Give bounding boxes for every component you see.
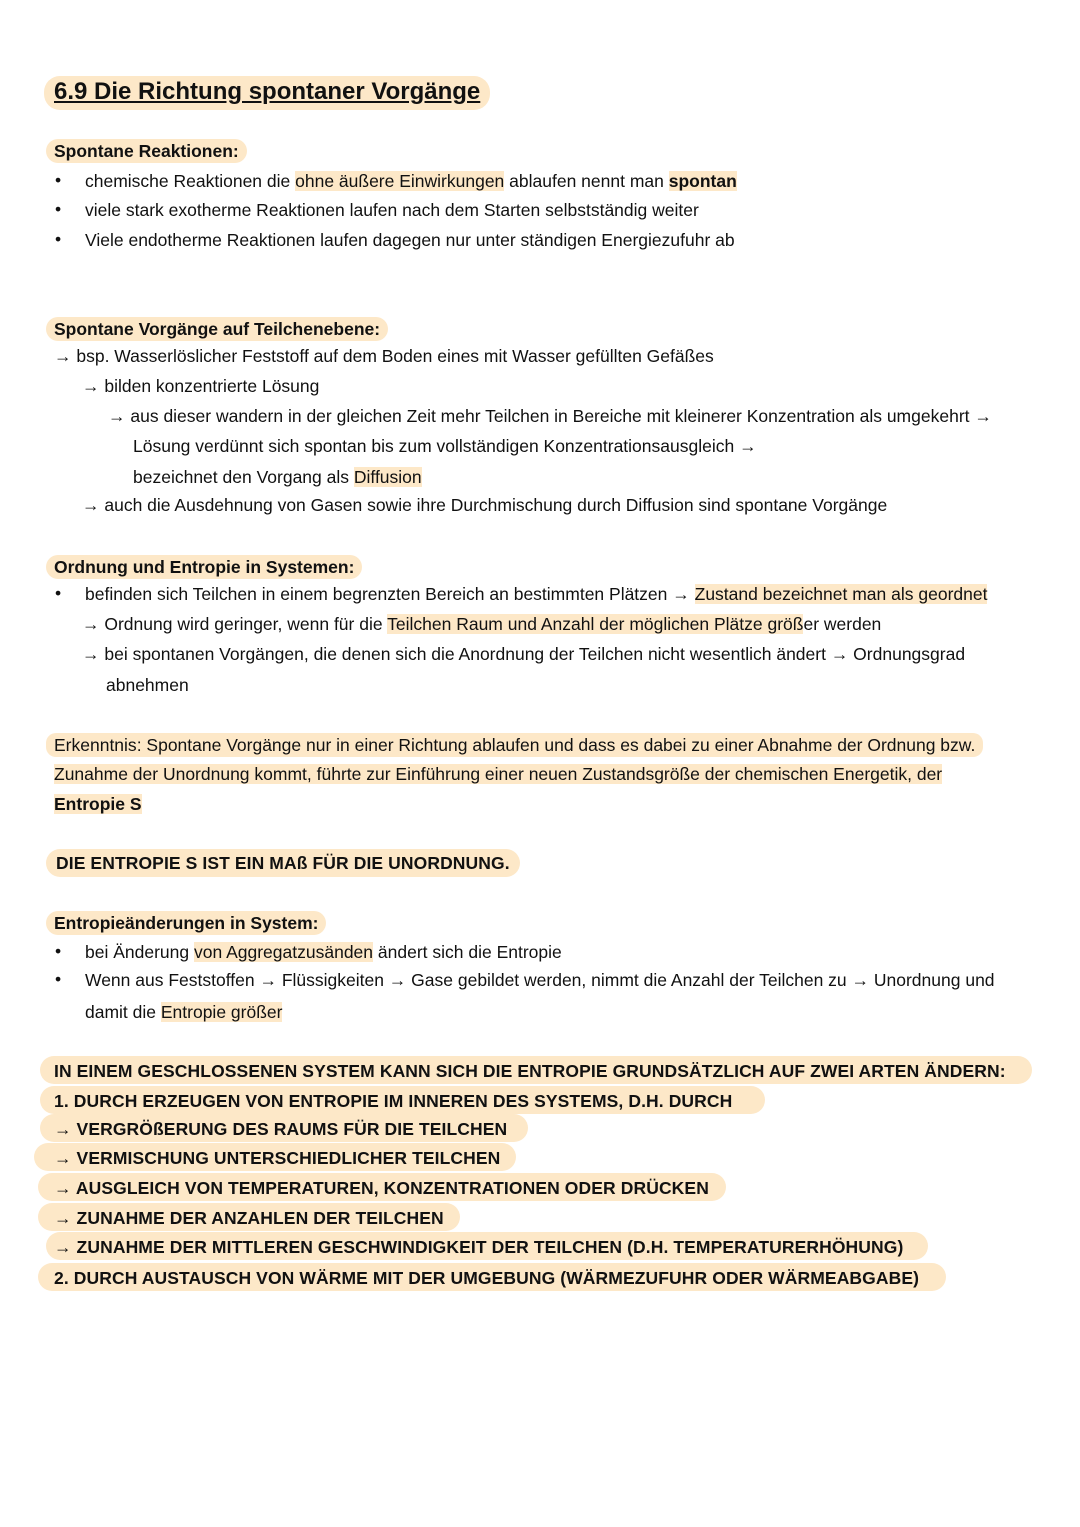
text-line: → auch die Ausdehnung von Gasen sowie ihre Durchmischung durch Diffusion sind spontane Vorgänge (82, 495, 888, 515)
insight-line-3: Entropie S (54, 794, 142, 814)
bullet-dot: • (55, 969, 62, 989)
caps-heading: IN EINEM GESCHLOSSENEN SYSTEM KANN SICH DIE ENTROPIE GRUNDSÄTZLICH AUF ZWEI ARTEN ÄNDERN: (54, 1061, 1006, 1081)
caps-item: → AUSGLEICH VON TEMPERATUREN, KONZENTRATIONEN ODER DRÜCKEN (54, 1178, 709, 1198)
insight-line-1: Erkenntnis: Spontane Vorgänge nur in einer Richtung ablaufen und dass es dabei zu einer Abnahme der Ordnung bzw. (54, 734, 983, 756)
text-line: bezeichnet den Vorgang als Diffusion (133, 467, 422, 487)
caps-item: → ZUNAHME DER MITTLEREN GESCHWINDIGKEIT DER TEILCHEN (D.H. TEMPERATURERHÖHUNG) (54, 1237, 904, 1257)
list-item: viele stark exotherme Reaktionen laufen nach dem Starten selbstständig weiter (85, 200, 699, 220)
text-line: Lösung verdünnt sich spontan bis zum vollständigen Konzentrationsausgleich → (133, 436, 757, 456)
caps-item: → VERGRÖßERUNG DES RAUMS FÜR DIE TEILCHEN (54, 1119, 508, 1139)
text-line: → bei spontanen Vorgängen, die denen sich die Anordnung der Teilchen nicht wesentlich ändert → Ordnungsgrad (82, 644, 966, 664)
list-item: bei Änderung von Aggregatzusänden ändert sich die Entropie (85, 942, 562, 962)
text-line: → bsp. Wasserlöslicher Feststoff auf dem Boden eines mit Wasser gefüllten Gefäßes (54, 346, 714, 366)
bullet-dot: • (55, 941, 62, 961)
text-line: → bilden konzentrierte Lösung (82, 376, 320, 396)
list-item-continuation: damit die Entropie größer (85, 1002, 283, 1022)
list-item: Viele endotherme Reaktionen laufen dagegen nur unter ständigen Energiezufuhr ab (85, 230, 735, 250)
section-heading-ordnung-entropie: Ordnung und Entropie in Systemen: (54, 556, 362, 578)
bullet-dot: • (55, 170, 62, 190)
list-item: befinden sich Teilchen in einem begrenzten Bereich an bestimmten Plätzen → Zustand bezeichnet man als geordnet (85, 584, 988, 604)
section-heading-teilchenebene: Spontane Vorgänge auf Teilchenebene: (54, 318, 388, 340)
section-heading-entropieaenderungen: Entropieänderungen in System: (54, 912, 326, 934)
list-item: Wenn aus Feststoffen → Flüssigkeiten → Gase gebildet werden, nimmt die Anzahl der Teilchen zu → Unordnung und (85, 970, 995, 990)
bullet-dot: • (55, 229, 62, 249)
list-item: chemische Reaktionen die ohne äußere Einwirkungen ablaufen nennt man spontan (85, 171, 737, 191)
section-heading-spontane-reaktionen: Spontane Reaktionen: (54, 140, 247, 162)
insight-line-2: Zunahme der Unordnung kommt, führte zur Einführung einer neuen Zustandsgröße der chemischen Energetik, der (54, 764, 943, 784)
caps-item: 2. DURCH AUSTAUSCH VON WÄRME MIT DER UMGEBUNG (WÄRMEZUFUHR ODER WÄRMEABGABE) (54, 1268, 920, 1288)
entropy-statement: DIE ENTROPIE S IST EIN MAß FÜR DIE UNORDNUNG. (54, 852, 520, 874)
page-title: 6.9 Die Richtung spontaner Vorgänge (44, 76, 490, 110)
text-line: abnehmen (106, 675, 189, 695)
text-line: → Ordnung wird geringer, wenn für die Teilchen Raum und Anzahl der möglichen Plätze größer werden (82, 614, 882, 634)
caps-item: → VERMISCHUNG UNTERSCHIEDLICHER TEILCHEN (54, 1148, 501, 1168)
bullet-dot: • (55, 199, 62, 219)
bullet-dot: • (55, 583, 62, 603)
caps-item: → ZUNAHME DER ANZAHLEN DER TEILCHEN (54, 1208, 444, 1228)
caps-item: 1. DURCH ERZEUGEN VON ENTROPIE IM INNEREN DES SYSTEMS, D.H. DURCH (54, 1091, 733, 1111)
text-line: → aus dieser wandern in der gleichen Zeit mehr Teilchen in Bereiche mit kleinerer Konzentration als umgekehrt → (108, 406, 992, 426)
